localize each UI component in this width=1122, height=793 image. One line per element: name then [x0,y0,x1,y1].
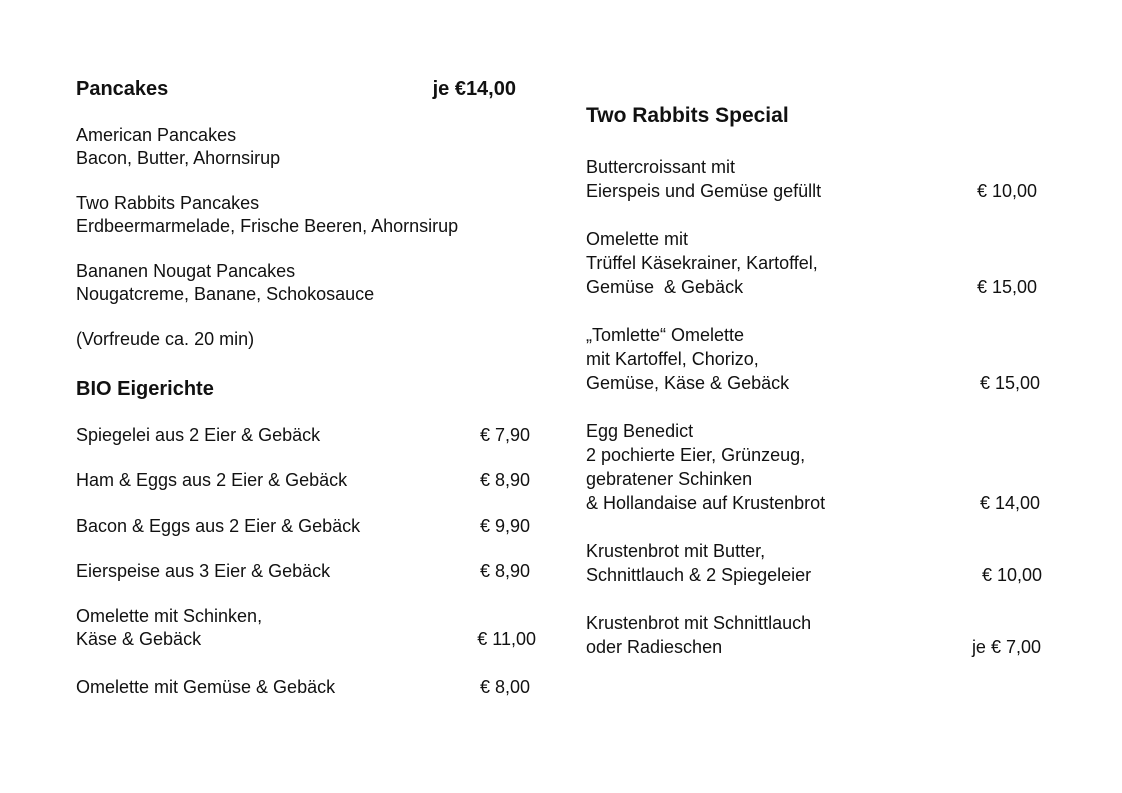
item-price: € 9,90 [479,516,530,536]
menu-item [76,192,458,238]
item-line: Schnittlauch & 2 Spiegeleier [586,565,812,585]
item-line: Spiegelei aus 2 Eier & Gebäck [76,425,321,445]
menu-item [76,515,360,538]
menu-item [76,424,320,447]
bio-title: BIO Eigerichte [76,378,214,400]
item-price: € 8,90 [479,470,530,490]
item-line: Omelette mit Gemüse & Gebäck [76,677,336,697]
item-price: € 15,00 [976,277,1037,297]
item-line: Krustenbrot mit Schnittlauch [586,613,812,633]
menu-item [586,227,818,299]
item-price: € 11,00 [477,629,536,649]
item-desc: Bacon, Butter, Ahornsirup [76,148,281,168]
item-line: Eierspeise aus 3 Eier & Gebäck [76,561,331,581]
item-line: Bacon & Eggs aus 2 Eier & Gebäck [76,516,361,536]
wait-note: (Vorfreude ca. 20 min) [76,329,255,349]
pancakes-price: je €14,00 [432,78,516,100]
pancakes-title: Pancakes [76,78,169,100]
menu-item [76,469,347,492]
menu-item [586,155,821,203]
item-price: € 8,90 [479,561,530,581]
item-line: Gemüse & Gebäck [586,277,744,297]
item-price: € 7,90 [479,425,530,445]
item-line: Omelette mit Schinken, [76,606,263,626]
item-line: „Tomlette“ Omelette [586,325,745,345]
menu-item [586,419,825,515]
item-name: Two Rabbits Pancakes [76,193,260,213]
menu-item [76,260,374,306]
item-line: mit Kartoffel, Chorizo, [586,349,759,369]
item-price: je € 7,00 [971,637,1041,657]
item-line: Ham & Eggs aus 2 Eier & Gebäck [76,470,348,490]
item-line: Buttercroissant mit [586,157,736,177]
item-price: € 15,00 [979,373,1040,393]
item-desc: Erdbeermarmelade, Frische Beeren, Ahornsirup [76,216,459,236]
item-line: oder Radieschen [586,637,723,657]
item-line: gebratener Schinken [586,469,753,489]
item-line: 2 pochierte Eier, Grünzeug, [586,445,806,465]
item-line: Eierspeis und Gemüse gefüllt [586,181,822,201]
menu-item [586,323,789,395]
item-line: Krustenbrot mit Butter, [586,541,766,561]
item-price: € 10,00 [981,565,1042,585]
item-line: & Hollandaise auf Krustenbrot [586,493,826,513]
item-name: Bananen Nougat Pancakes [76,261,296,281]
item-price: € 14,00 [979,493,1040,513]
special-title: Two Rabbits Special [586,104,789,127]
item-line: Omelette mit [586,229,689,249]
menu-item [76,605,262,651]
item-line: Gemüse, Käse & Gebäck [586,373,790,393]
menu-item [586,611,811,659]
item-name: American Pancakes [76,125,237,145]
menu-item [76,124,280,170]
menu-item [586,539,811,587]
item-desc: Nougatcreme, Banane, Schokosauce [76,284,375,304]
item-price: € 8,00 [479,677,530,697]
menu-item [76,560,330,583]
item-line: Egg Benedict [586,421,694,441]
item-price: € 10,00 [976,181,1037,201]
item-line: Trüffel Käsekrainer, Kartoffel, [586,253,818,273]
menu-item [76,676,335,699]
item-line: Käse & Gebäck [76,629,202,649]
